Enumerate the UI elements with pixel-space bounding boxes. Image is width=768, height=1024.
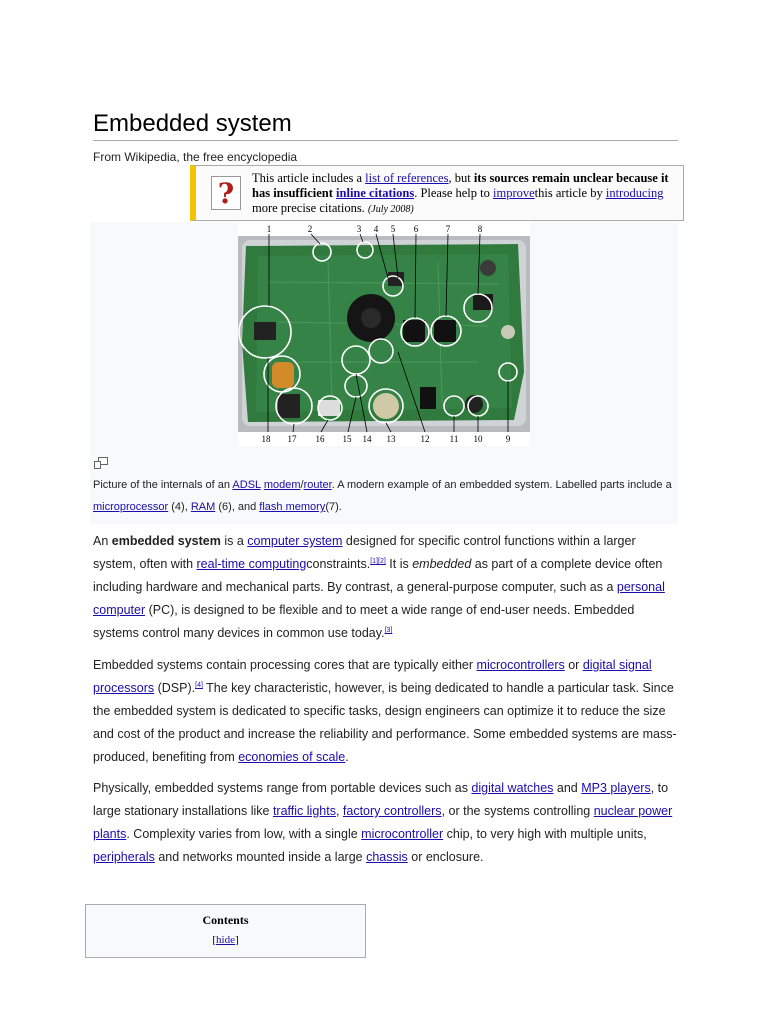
tagline: From Wikipedia, the free encyclopedia	[93, 150, 298, 164]
figure-label-11: 11	[449, 434, 459, 444]
personal-computer-link[interactable]: personal computer	[93, 580, 665, 617]
question-mark-icon: ?	[211, 176, 241, 210]
adsl-link[interactable]: ADSL	[232, 479, 261, 491]
microcontrollers-link[interactable]: microcontrollers	[476, 658, 565, 672]
notice-text: This article includes a list of references, but its sources remain unclear because it has insufficient inline citations. Please help to improvethis article by introducing more precise citations. (July 2008)	[252, 171, 669, 215]
mp3-players-link[interactable]: MP3 players	[581, 781, 651, 795]
nuclear-power-plants-link[interactable]: nuclear power plants	[93, 804, 673, 841]
chassis-link[interactable]: chassis	[366, 850, 408, 864]
figure-label-9: 9	[505, 434, 511, 444]
circuit-board-photo[interactable]	[238, 222, 530, 446]
toc-hide-link[interactable]: hide	[216, 934, 235, 946]
digital-signal-processors-link[interactable]: digital signal processors	[93, 658, 652, 695]
toc-toggle: [hide]	[212, 934, 239, 946]
figure-label-15: 15	[342, 434, 352, 444]
figure-label-17: 17	[287, 434, 297, 444]
intro-paragraph: An embedded system is a computer system designed for specific control functions within a larger system, often with real-time computingconstraints.[1][2] It is embedded as part of a complete device often including hardware and mechanical parts. By contrast, a general-purpose computer, such as a personal computer (PC), is designed to be flexible and to meet a wide range of end-user needs. Embedded systems control many devices in common use today.[3]	[93, 534, 665, 640]
table-of-contents	[85, 904, 366, 958]
notice-date: (July 2008)	[367, 204, 414, 215]
real-time-computing-link[interactable]: real-time computing	[196, 557, 307, 571]
enlarge-icon[interactable]	[94, 457, 108, 469]
figure-label-13: 13	[386, 434, 396, 444]
physical-paragraph: Physically, embedded systems range from portable devices such as digital watches and MP3 players, to large stationary installations like traffic lights, factory controllers, or the systems controlling nuclear power plants. Complexity varies from low, with a single microcontroller chip, to very high with multiple units, peripherals and networks mounted inside a large chassis or enclosure.	[93, 781, 673, 864]
introducing-link[interactable]: introducing	[605, 186, 664, 200]
figure-label-14: 14	[362, 434, 372, 444]
figure-label-18: 18	[261, 434, 271, 444]
inline-citations-link[interactable]: inline citations	[336, 186, 415, 200]
citation-4[interactable]: [4]	[195, 681, 203, 689]
figure-label-1: 1	[266, 224, 272, 234]
improve-link[interactable]: improve	[493, 186, 535, 200]
figure-label-8: 8	[477, 224, 483, 234]
router-link[interactable]: router	[303, 479, 332, 491]
microcontroller-link[interactable]: microcontroller	[361, 827, 444, 841]
processors-paragraph: Embedded systems contain processing cores that are typically either microcontrollers or digital signal processors (DSP).[4] The key characteristic, however, is being dedicated to handle a particular task. Since the embedded system is dedicated to specific tasks, design engineers can optimize it to reduce the size and cost of the product and increase the reliability and performance. Some embedded systems are mass-produced, benefiting from economies of scale.	[93, 658, 677, 764]
figure-caption: Picture of the internals of an ADSL modem/router. A modern example of an embedded system. Labelled parts include a microprocessor (4), RAM (6), and flash memory(7).	[93, 479, 672, 513]
traffic-lights-link[interactable]: traffic lights	[272, 804, 336, 818]
economies-of-scale-link[interactable]: economies of scale	[238, 750, 346, 764]
figure-label-10: 10	[473, 434, 483, 444]
flash-memory-link[interactable]: flash memory	[259, 501, 326, 513]
citation-1[interactable]: [1]	[370, 557, 378, 565]
figure-label-7: 7	[445, 224, 451, 234]
figure-label-16: 16	[315, 434, 325, 444]
citation-2[interactable]: [2]	[378, 557, 386, 565]
citation-3[interactable]: [3]	[384, 626, 393, 634]
figure-label-3: 3	[356, 224, 362, 234]
factory-controllers-link[interactable]: factory controllers	[342, 804, 442, 818]
list-of-references-link[interactable]: list of references	[365, 171, 449, 185]
microprocessor-link[interactable]: microprocessor	[93, 501, 169, 513]
figure-label-12: 12	[420, 434, 430, 444]
page-title: Embedded system	[93, 110, 678, 141]
digital-watches-link[interactable]: digital watches	[471, 781, 554, 795]
figure-label-2: 2	[307, 224, 313, 234]
ram-link[interactable]: RAM	[190, 501, 216, 513]
peripherals-link[interactable]: peripherals	[93, 850, 155, 864]
computer-system-link[interactable]: computer system	[247, 534, 343, 548]
figure-label-5: 5	[390, 224, 396, 234]
toc-title: Contents	[202, 913, 249, 927]
figure-label-6: 6	[413, 224, 419, 234]
figure-label-4: 4	[373, 224, 379, 234]
modem-link[interactable]: modem	[263, 479, 301, 491]
citation-notice	[190, 165, 684, 221]
